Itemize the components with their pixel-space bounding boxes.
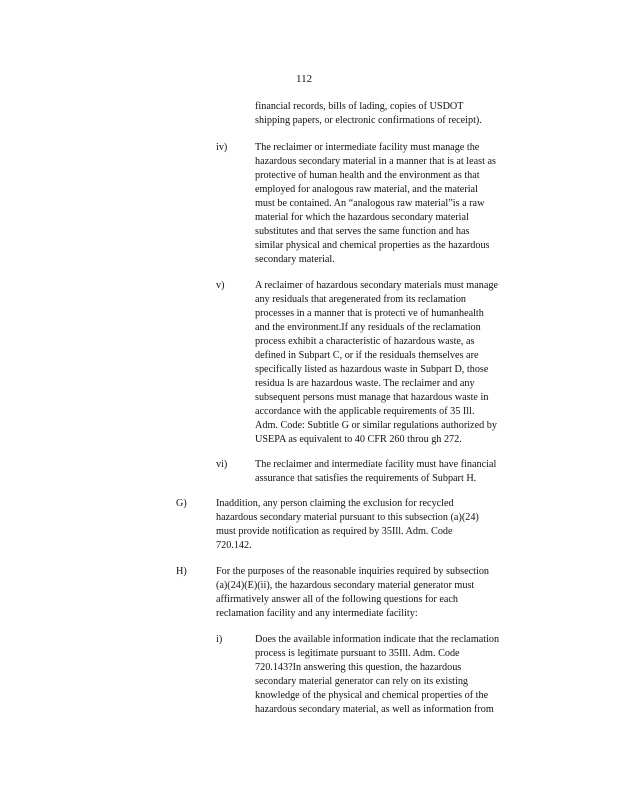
text-line: any residuals that aregenerated from its reclamation <box>255 294 467 305</box>
page-number: 112 <box>296 73 313 85</box>
text-line: knowledge of the physical and chemical properties of the <box>255 690 489 701</box>
text-line: shipping papers, or electronic confirmations of receipt). <box>255 115 482 126</box>
text-line: defined in Subpart C, or if the residuals themselves are <box>255 350 479 361</box>
text-line: 720.142. <box>216 540 252 551</box>
text-line: assurance that satisfies the requirements of Subpart H. <box>255 473 477 484</box>
text-line: hazardous secondary material in a manner that is at least as <box>255 156 497 167</box>
text-line: protective of human health and the environment as that <box>255 170 480 181</box>
text-line: similar physical and chemical properties as the hazardous <box>255 240 490 251</box>
list-marker: v) <box>216 280 225 291</box>
text-line: secondary material generator can rely on its existing <box>255 676 469 687</box>
text-line: reclamation facility and any intermediate facility: <box>216 608 418 619</box>
text-line: hazardous secondary material, as well as information from <box>255 704 494 715</box>
text-line: USEPA as equivalent to 40 CFR 260 throu gh 272. <box>255 434 462 445</box>
text-line: process is legitimate pursuant to 35Ill. Adm. Code <box>255 648 460 659</box>
text-line: secondary material. <box>255 254 335 265</box>
text-line: hazardous secondary material pursuant to this subsection (a)(24) <box>216 512 479 523</box>
text-line: The reclaimer or intermediate facility must manage the <box>255 142 480 153</box>
text-line: affirmatively answer all of the following questions for each <box>216 594 458 605</box>
list-marker: vi) <box>216 459 228 470</box>
list-marker: i) <box>216 634 223 645</box>
text-line: residua ls are hazardous waste. The reclaimer and any <box>255 378 475 389</box>
list-marker: G) <box>176 498 187 509</box>
text-line: material for which the hazardous secondary material <box>255 212 469 223</box>
text-line: The reclaimer and intermediate facility must have financial <box>255 459 497 470</box>
text-line: must be contained. An “analogous raw material”is a raw <box>255 198 485 209</box>
text-line: For the purposes of the reasonable inquiries required by subsection <box>216 566 490 577</box>
text-line: (a)(24)(E)(ii), the hazardous secondary material generator must <box>216 580 475 591</box>
text-line: process exhibit a characteristic of hazardous waste, as <box>255 336 475 347</box>
text-line: Inaddition, any person claiming the exclusion for recycled <box>216 498 454 509</box>
text-line: 720.143?In answering this question, the hazardous <box>255 662 462 673</box>
text-line: Adm. Code: Subtitle G or similar regulations authorized by <box>255 420 497 431</box>
text-line: subsequent persons must manage that hazardous waste in <box>255 392 489 403</box>
text-line: financial records, bills of lading, copies of USDOT <box>255 101 464 112</box>
text-line: Does the available information indicate that the reclamation <box>255 634 500 645</box>
text-line: specifically listed as hazardous waste in Subpart D, those <box>255 364 489 375</box>
list-marker: H) <box>176 566 187 577</box>
text-line: must provide notification as required by 35Ill. Adm. Code <box>216 526 453 537</box>
text-line: A reclaimer of hazardous secondary materials must manage <box>255 280 498 291</box>
text-line: processes in a manner that is protecti ve of humanhealth <box>255 308 484 319</box>
text-line: and the environment.If any residuals of the reclamation <box>255 322 481 333</box>
text-line: accordance with the applicable requirements of 35 Ill. <box>255 406 475 417</box>
text-line: substitutes and that serves the same function and has <box>255 226 470 237</box>
text-line: employed for analogous raw material, and the material <box>255 184 478 195</box>
list-marker: iv) <box>216 142 228 153</box>
